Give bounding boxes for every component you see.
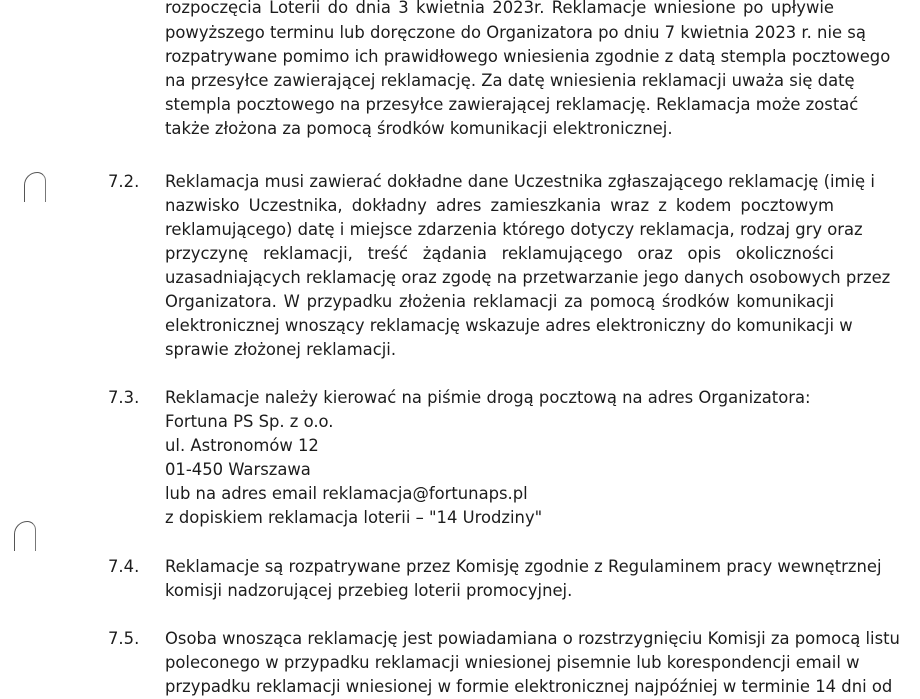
paragraph-line: poleconego w przypadku reklamacji wniesionej pisemnie lub korespondencji email w (165, 653, 860, 672)
section-number: 7.4. (108, 557, 140, 576)
paragraph-line: sprawie złożonej reklamacji. (165, 340, 397, 359)
paragraph-line: Organizatora. W przypadku złożenia reklamacji za pomocą środków komunikacji (165, 292, 834, 311)
section-number: 7.3. (108, 388, 140, 407)
section-number: 7.2. (108, 172, 140, 191)
paragraph-line: komisji nadzorującej przebieg loterii promocyjnej. (165, 581, 573, 600)
punch-hole-mark (14, 521, 36, 551)
paragraph-line: przyczynę reklamacji, treść żądania reklamującego oraz opis okoliczności (165, 244, 834, 263)
paragraph-line: Reklamacja musi zawierać dokładne dane Uczestnika zgłaszającego reklamację (imię i (165, 172, 875, 191)
paragraph-line: na przesyłce zawierającej reklamację. Za datę wniesienia reklamacji uważa się datę (165, 71, 855, 90)
address-line: ul. Astronomów 12 (165, 436, 319, 455)
paragraph-line: Reklamacje są rozpatrywane przez Komisję zgodnie z Regulaminem pracy wewnętrznej (165, 557, 882, 576)
paragraph-line: rozpatrywane pomimo ich prawidłowego wniesienia zgodnie z datą stempla pocztowego (165, 47, 891, 66)
paragraph-line: Osoba wnosząca reklamację jest powiadamiana o rozstrzygnięciu Komisji za pomocą listu (165, 629, 900, 648)
address-line: 01-450 Warszawa (165, 460, 311, 479)
paragraph-line: stempla pocztowego na przesyłce zawierającej reklamację. Reklamacja może zostać (165, 95, 859, 114)
section-number: 7.5. (108, 629, 140, 648)
address-line: z dopiskiem reklamacja loterii – "14 Urodziny" (165, 508, 543, 527)
paragraph-line: powyższego terminu lub doręczone do Organizatora po dniu 7 kwietnia 2023 r. nie są (165, 23, 866, 42)
address-line: Fortuna PS Sp. z o.o. (165, 412, 334, 431)
punch-hole-mark (24, 172, 46, 202)
paragraph-line: elektronicznej wnoszący reklamację wskazuje adres elektroniczny do komunikacji w (165, 316, 853, 335)
paragraph-line: nazwisko Uczestnika, dokładny adres zamieszkania wraz z kodem pocztowym (165, 196, 834, 215)
paragraph-line: Reklamacje należy kierować na piśmie drogą pocztową na adres Organizatora: (165, 388, 811, 407)
paragraph-line: rozpoczęcia Loterii do dnia 3 kwietnia 2023r. Reklamacje wniesione po upływie (165, 0, 834, 17)
paragraph-line: uzasadniających reklamację oraz zgodę na przetwarzanie jego danych osobowych przez (165, 268, 891, 287)
address-line: lub na adres email reklamacja@fortunaps.pl (165, 484, 528, 503)
paragraph-line: przypadku reklamacji wniesionej w formie elektronicznej najpóźniej w terminie 14 dni od (165, 677, 893, 696)
paragraph-line: także złożona za pomocą środków komunikacji elektronicznej. (165, 119, 673, 138)
paragraph-line: reklamującego) datę i miejsce zdarzenia którego dotyczy reklamacja, rodzaj gry oraz (165, 220, 863, 239)
